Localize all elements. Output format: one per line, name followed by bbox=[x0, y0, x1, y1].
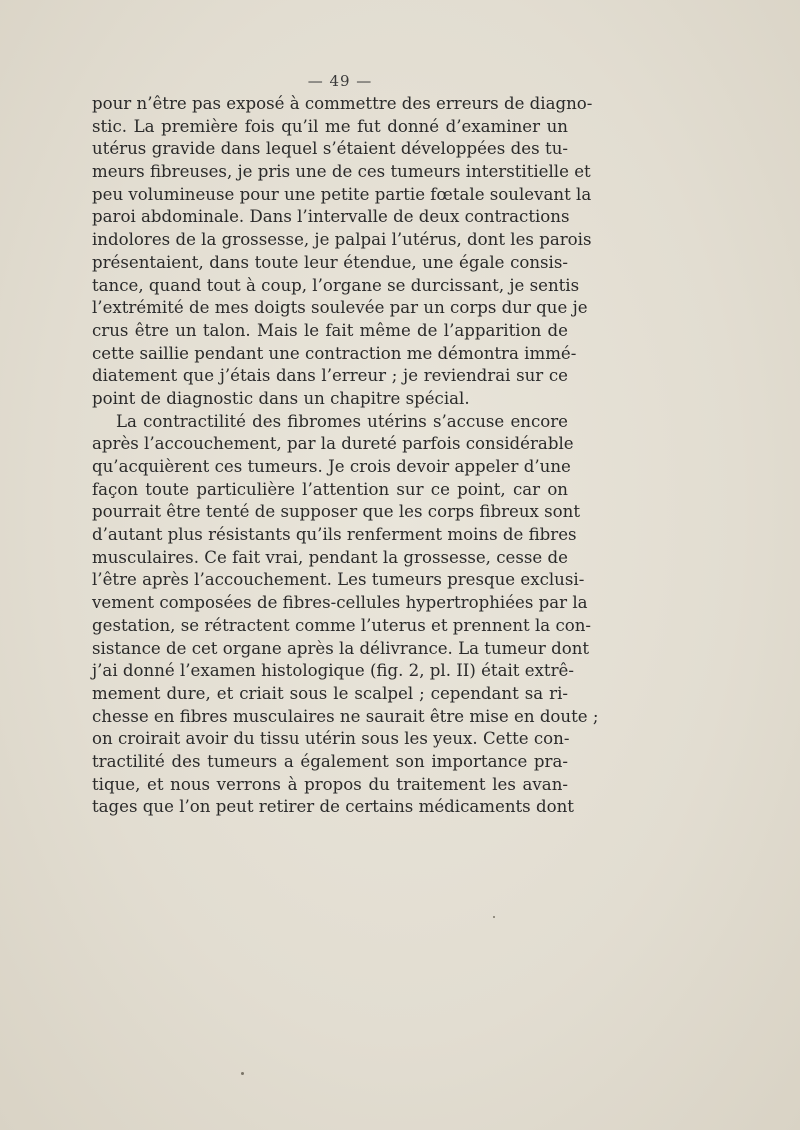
text-line: La contractilité des fibromes utérins s’accuse encore bbox=[116, 411, 568, 431]
text-line: qu’acquièrent ces tumeurs. Je crois devoir appeler d’une bbox=[92, 457, 571, 476]
text-line: cette saillie pendant une contraction me démontra immé- bbox=[92, 343, 577, 363]
text-line: d’autant plus résistants qu’ils renferment moins de fibres bbox=[92, 525, 577, 545]
text-line: chesse en fibres musculaires ne saurait être mise en doute ; bbox=[92, 706, 599, 726]
text-line: tages que l’on peut retirer de certains médicaments dont bbox=[92, 797, 574, 817]
text-line: stic. La première fois qu’il me fut donné d’examiner un bbox=[92, 116, 568, 136]
text-line: mement dure, et criait sous le scalpel ; cependant sa ri- bbox=[92, 683, 568, 703]
text-line: j’ai donné l’examen histologique (fig. 2, pl. II) était extrê- bbox=[92, 661, 574, 681]
paper-speck bbox=[241, 1072, 244, 1075]
text-line: présentaient, dans toute leur étendue, une égale consis- bbox=[92, 252, 568, 272]
paper-speck bbox=[493, 916, 495, 918]
text-line: indolores de la grossesse, je palpai l’utérus, dont les parois bbox=[92, 230, 592, 250]
text-line: sistance de cet organe après la délivrance. La tumeur dont bbox=[92, 638, 590, 658]
text-line: gestation, se rétractent comme l’uterus et prennent la con- bbox=[92, 615, 592, 635]
text-line: meurs fibreuses, je pris une de ces tumeurs interstitielle et bbox=[92, 162, 591, 182]
text-line: utérus gravide dans lequel s’étaient développées des tu- bbox=[92, 139, 568, 159]
text-line: l’être après l’accouchement. Les tumeurs presque exclusi- bbox=[92, 570, 585, 590]
text-line: façon toute particulière l’attention sur ce point, car on bbox=[92, 479, 568, 499]
text-line: point de diagnostic dans un chapitre spécial. bbox=[92, 388, 470, 408]
text-line: crus être un talon. Mais le fait même de l’apparition de bbox=[92, 320, 568, 340]
text-line: musculaires. Ce fait vrai, pendant la grossesse, cesse de bbox=[92, 547, 568, 567]
page-number: — 49 — bbox=[307, 72, 373, 90]
text-line: pour n’être pas exposé à commettre des erreurs de diagno- bbox=[92, 94, 593, 113]
text-line: l’extrémité de mes doigts soulevée par un corps dur que je bbox=[92, 298, 588, 318]
text-line: après l’accouchement, par la dureté parfois considérable bbox=[92, 434, 574, 454]
text-line: tique, et nous verrons à propos du traitement les avan- bbox=[92, 774, 568, 794]
text-line: tractilité des tumeurs a également son importance pra- bbox=[92, 751, 568, 771]
text-line: tance, quand tout à coup, l’organe se durcissant, je sentis bbox=[92, 275, 580, 295]
text-line: diatement que j’étais dans l’erreur ; je reviendrai sur ce bbox=[92, 366, 568, 386]
body-text bbox=[92, 93, 599, 819]
text-line: on croirait avoir du tissu utérin sous les yeux. Cette con- bbox=[92, 729, 570, 749]
text-line: vement composées de fibres-cellules hypertrophiées par la bbox=[92, 593, 588, 613]
text-line: pourrait être tenté de supposer que les corps fibreux sont bbox=[92, 502, 581, 522]
text-line: peu volumineuse pour une petite partie fœtale soulevant la bbox=[92, 184, 592, 204]
text-line: paroi abdominale. Dans l’intervalle de deux contractions bbox=[92, 207, 570, 227]
